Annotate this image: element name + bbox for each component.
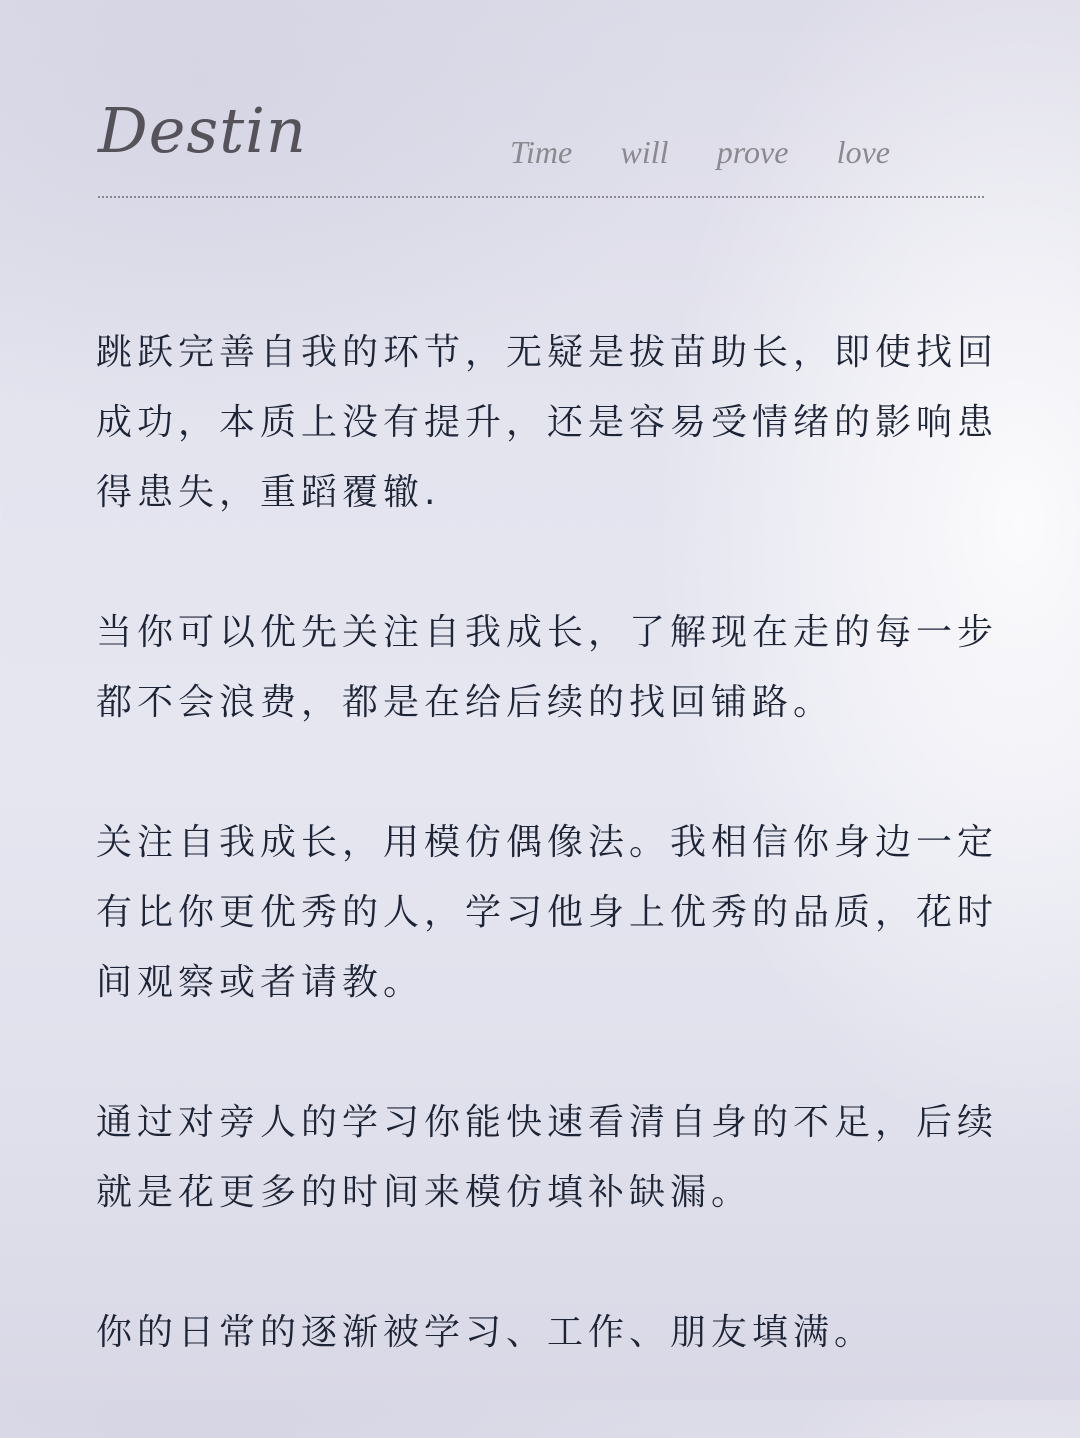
tagline-word: Time — [510, 134, 573, 170]
paragraph-2 — [96, 598, 999, 738]
text-line: 都不会浪费，都是在给后续的找回铺路。 — [96, 682, 835, 723]
text-line: 通过对旁人的学习你能快速看清自身的不足，后续 — [96, 1102, 999, 1143]
text-line: 成功，本质上没有提升，还是容易受情绪的影响患 — [96, 402, 999, 443]
paragraph-5 — [96, 1298, 986, 1368]
tagline — [510, 136, 890, 168]
text-line: 间观察或者请教。 — [96, 962, 425, 1003]
text-line: 跳跃完善自我的环节，无疑是拔苗助长，即使找回 — [96, 332, 999, 373]
paragraph-4 — [96, 1088, 999, 1228]
text-line: 就是花更多的时间来模仿填补缺漏。 — [96, 1172, 753, 1213]
header — [98, 94, 984, 200]
brand-title: Destin — [98, 94, 307, 167]
dotted-divider — [98, 196, 984, 198]
article-body — [96, 318, 999, 1438]
text-line: 关注自我成长，用模仿偶像法。我相信你身边一定 — [96, 822, 999, 863]
tagline-word: prove — [716, 134, 789, 170]
paragraph-3 — [96, 808, 999, 1018]
tagline-word: will — [620, 134, 669, 170]
text-line: 当你可以优先关注自我成长，了解现在走的每一步 — [96, 612, 999, 653]
text-line: 得患失，重蹈覆辙. — [96, 472, 441, 513]
tagline-word: love — [836, 134, 890, 170]
text-line: 有比你更优秀的人，学习他身上优秀的品质，花时 — [96, 892, 999, 933]
text-line: 你的日常的逐渐被学习、工作、朋友填满。 — [96, 1312, 876, 1353]
paragraph-1 — [96, 318, 999, 528]
